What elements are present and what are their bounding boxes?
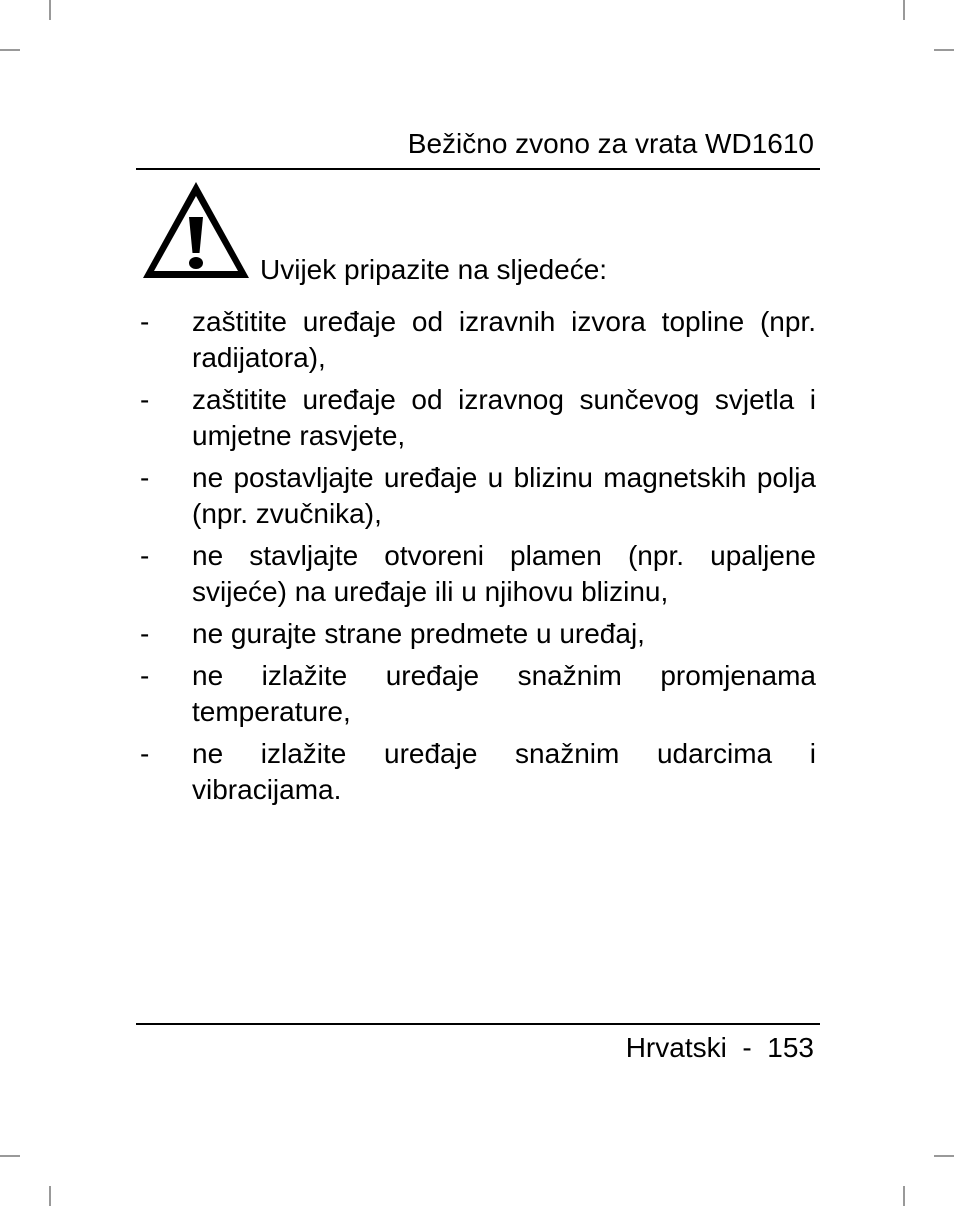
footer-rule (136, 1023, 820, 1025)
list-dash: - (140, 540, 150, 571)
list-item-text: ne izlažite uređaje snažnim udarcima i vibracijama. (192, 738, 816, 805)
crop-mark (0, 49, 20, 51)
precaution-list (140, 304, 816, 814)
list-dash: - (140, 660, 150, 691)
list-item-text: ne stavljajte otvoreni plamen (npr. upaljene svijeće) na uređaje ili u njihovu blizinu, (192, 540, 816, 607)
list-item (140, 538, 816, 610)
list-item-text: zaštitite uređaje od izravnog sunčevog svjetla i umjetne rasvjete, (192, 384, 816, 451)
page-number: 153 (767, 1032, 814, 1063)
warning-block (140, 179, 816, 283)
crop-mark (49, 1186, 51, 1206)
header-rule (136, 168, 820, 170)
crop-mark (903, 0, 905, 20)
crop-mark (934, 1155, 954, 1157)
footer-separator: - (742, 1032, 752, 1063)
list-dash: - (140, 462, 150, 493)
list-item-text: ne postavljajte uređaje u blizinu magnetskih polja (npr. zvučnika), (192, 462, 816, 529)
warning-triangle-icon (140, 179, 252, 281)
list-dash: - (140, 738, 150, 769)
list-item-text: zaštitite uređaje od izravnih izvora topline (npr. radijatora), (192, 306, 816, 373)
list-dash: - (140, 618, 150, 649)
list-item-text: ne gurajte strane predmete u uređaj, (192, 618, 645, 649)
page-header-title: Bežično zvono za vrata WD1610 (407, 128, 814, 159)
crop-mark (0, 1155, 20, 1157)
list-item (140, 736, 816, 808)
list-item-text: ne izlažite uređaje snažnim promjenama temperature, (192, 660, 816, 727)
list-item (140, 460, 816, 532)
list-item (140, 304, 816, 376)
list-dash: - (140, 306, 150, 337)
footer-language: Hrvatski (625, 1032, 727, 1063)
list-item (140, 658, 816, 730)
crop-mark (903, 1186, 905, 1206)
crop-mark (49, 0, 51, 20)
list-dash: - (140, 384, 150, 415)
crop-mark (934, 49, 954, 51)
list-item (140, 616, 816, 652)
page-footer (626, 1031, 814, 1065)
list-item (140, 382, 816, 454)
warning-intro-text: Uvijek pripazite na sljedeće: (260, 254, 608, 285)
